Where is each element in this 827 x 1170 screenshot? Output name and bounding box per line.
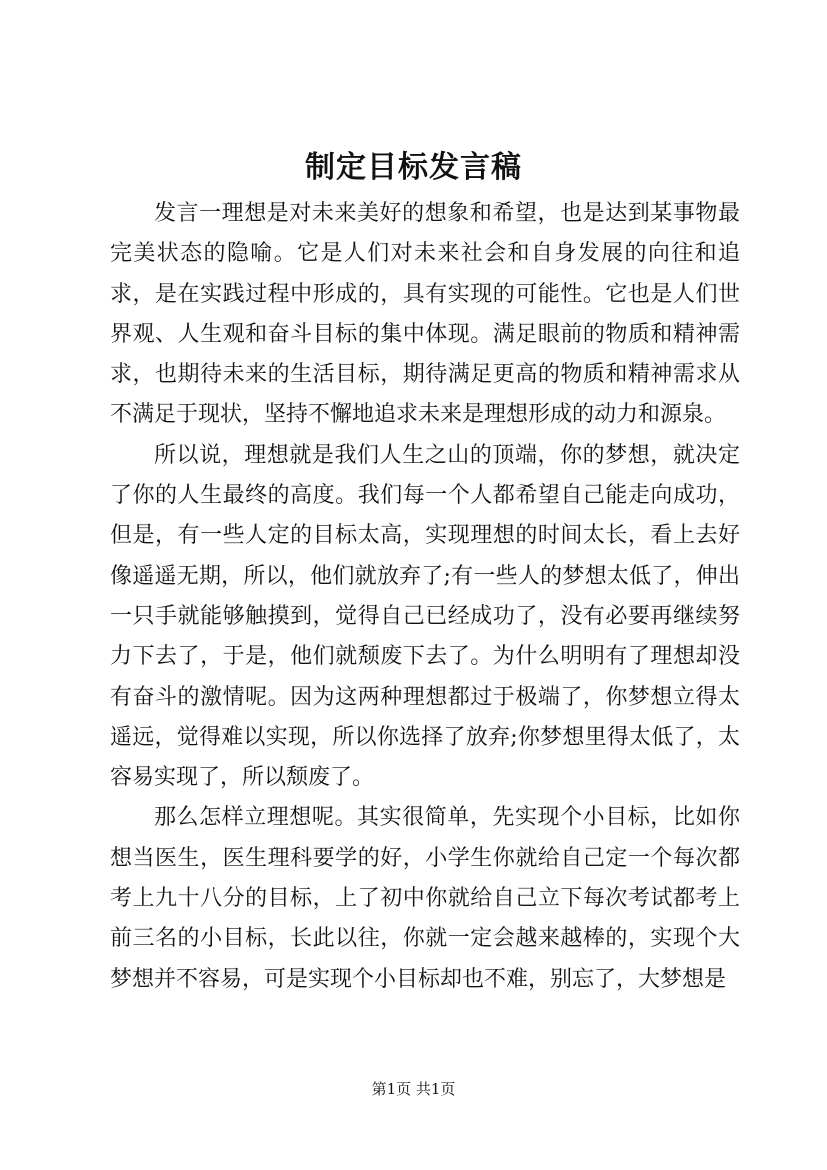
paragraph-3: 那么怎样立理想呢。其实很简单，先实现个小目标，比如你想当医生，医生理科要学的好，小学生你就给自己定一个每次都考上九十八分的目标，上了初中你就给自己立下每次考试都考上前三名的小目标，长此以往，你就一定会越来越棒的，实现个大梦想并不容易，可是实现个小目标却也不难，别忘了，大梦想是 (110, 805, 740, 992)
paragraph-2: 所以说，理想就是我们人生之山的顶端，你的梦想，就决定了你的人生最终的高度。我们每一个人都希望自己能走向成功，但是，有一些人定的目标太高，实现理想的时间太长，看上去好像遥遥无期，所以，他们就放弃了;有一些人的梦想太低了，伸出一只手就能够触摸到，觉得自己已经成功了，没有必要再继续努力下去了，于是，他们就颓废下去了。为什么明明有了理想却没有奋斗的激情呢。因为这两种理想都过于极端了，你梦想立得太遥远，觉得难以实现，所以你选择了放弃;你梦想里得太低了，太容易实现了，所以颓废了。 (110, 442, 740, 791)
document-title: 制定目标发言稿 (305, 150, 522, 185)
document-body (110, 194, 740, 1000)
page-number-footer: 第1页 共1页 (371, 1080, 456, 1098)
paragraph-1: 发言一理想是对未来美好的想象和希望，也是达到某事物最完美状态的隐喻。它是人们对未来社会和自身发展的向往和追求，是在实践过程中形成的，具有实现的可能性。它也是人们世界观、人生观和奋斗目标的集中体现。满足眼前的物质和精神需求，也期待未来的生活目标，期待满足更高的物质和精神需求从不满足于现状，坚持不懈地追求未来是理想形成的动力和源泉。 (110, 201, 740, 428)
